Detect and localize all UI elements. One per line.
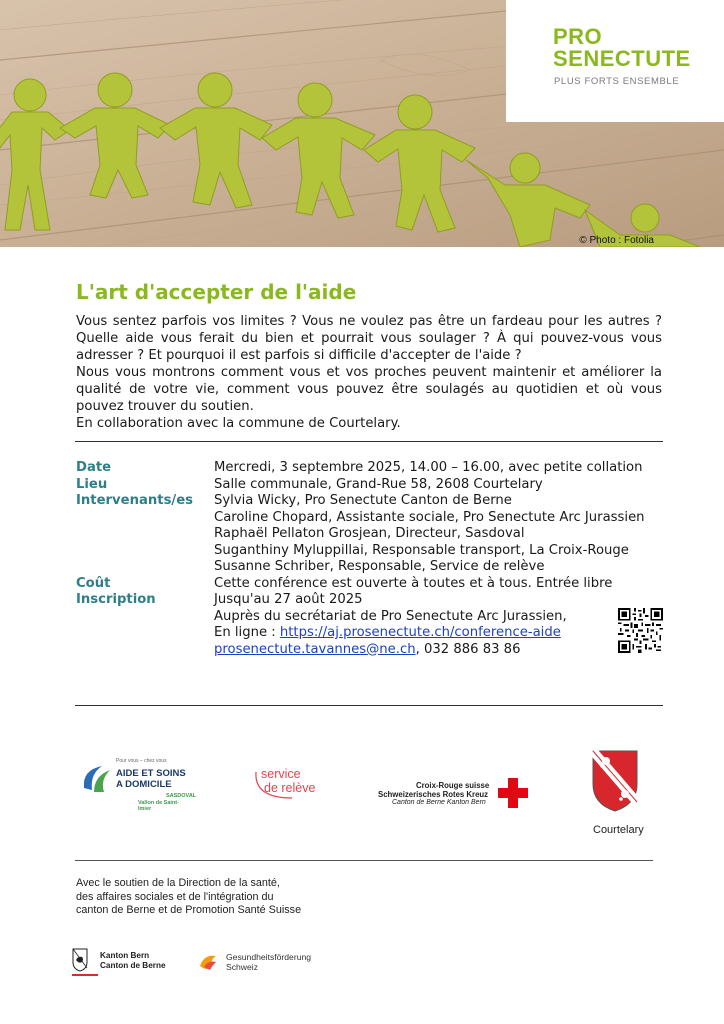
inscription-deadline: Jusqu'au 27 août 2025 bbox=[214, 592, 363, 607]
intervenant-3: Raphaël Pellaton Grosjean, Directeur, Sasdoval bbox=[214, 526, 525, 541]
photo-credit: © Photo : Fotolia bbox=[579, 235, 654, 246]
label-spacer bbox=[76, 510, 214, 527]
email-link[interactable]: prosenectute.tavannes@ne.ch bbox=[214, 641, 416, 657]
date-row bbox=[76, 460, 666, 477]
pro-senectute-logo bbox=[506, 0, 724, 122]
logo-text-pro: PRO bbox=[553, 24, 603, 49]
croix-rouge-line1: Croix-Rouge suisse bbox=[416, 781, 490, 790]
kanton-line1: Kanton Bern bbox=[100, 951, 150, 960]
croix-rouge-logo bbox=[376, 778, 536, 812]
support-line: canton de Berne et de Promotion Santé Suisse bbox=[76, 904, 302, 916]
divider-bottom bbox=[75, 860, 653, 861]
cout-row bbox=[76, 576, 666, 593]
intervenant-row bbox=[76, 526, 666, 543]
kanton-bern-logo bbox=[72, 946, 182, 978]
label-spacer bbox=[76, 625, 214, 642]
registration-link[interactable]: https://aj.prosenectute.ch/conference-aide bbox=[279, 625, 561, 640]
online-row bbox=[76, 625, 666, 642]
online-prefix: En ligne : bbox=[214, 625, 280, 640]
contact-row bbox=[76, 642, 666, 659]
intervenant-row bbox=[76, 543, 666, 560]
courtelary-caption: Courtelary bbox=[593, 824, 644, 836]
logo-tagline: PLUS FORTS ENSEMBLE bbox=[554, 76, 680, 87]
date-value: Mercredi, 3 septembre 2025, 14.00 – 16.00, avec petite collation bbox=[214, 460, 643, 475]
intervenants-row bbox=[76, 493, 666, 510]
label-spacer bbox=[76, 609, 214, 626]
intervenant-5: Susanne Schriber, Responsable, Service de relève bbox=[214, 559, 545, 574]
inscription-secretariat: Auprès du secrétariat de Pro Senectute Arc Jurassien, bbox=[214, 608, 567, 624]
cout-label: Coût bbox=[76, 575, 111, 591]
contact-line bbox=[214, 642, 666, 659]
intro-paragraph: Nous vous montrons comment vous et vos proches peuvent maintenir et améliorer la qualité de votre vie, comment vous pouvez être soulagés au quotidien et où vous pouvez trouver du soutien. bbox=[76, 365, 662, 414]
inscription-row bbox=[76, 592, 666, 609]
releve-line1: service bbox=[261, 767, 301, 781]
gf-flame-icon bbox=[196, 950, 222, 976]
logo-text-senectute: SENECTUTE bbox=[553, 46, 691, 71]
divider-top bbox=[75, 441, 663, 442]
kanton-red-bar bbox=[72, 974, 98, 976]
page-title: L'art d'accepter de l'aide bbox=[76, 280, 357, 304]
inscription-label: Inscription bbox=[76, 592, 156, 607]
service-de-releve-logo bbox=[252, 762, 332, 802]
support-line: Avec le soutien de la Direction de la santé, bbox=[76, 877, 280, 889]
kanton-line2: Canton de Berne bbox=[100, 961, 166, 970]
courtelary-shield-icon bbox=[592, 750, 638, 812]
support-line: des affaires sociales et de l'intégration du bbox=[76, 890, 274, 903]
inscription-row bbox=[76, 609, 666, 626]
intervenant-row bbox=[76, 510, 666, 527]
gesundheitsfoerderung-logo bbox=[196, 946, 326, 978]
aide-small-text: Pour vous – chez vous bbox=[116, 758, 167, 764]
aide-title-line1: AIDE ET SOINS bbox=[116, 768, 186, 779]
phone-number: , 032 886 83 86 bbox=[415, 641, 521, 657]
croix-rouge-line2: Schweizerisches Rotes Kreuz bbox=[378, 790, 489, 799]
lieu-value: Salle communale, Grand-Rue 58, 2608 Courtelary bbox=[214, 476, 543, 492]
lieu-row bbox=[76, 477, 666, 494]
intervenants-label: Intervenants/es bbox=[76, 493, 194, 508]
aide-swoosh-icon bbox=[80, 762, 114, 796]
label-spacer bbox=[76, 559, 214, 576]
intervenant-row bbox=[76, 559, 666, 576]
courtelary-coat-of-arms bbox=[590, 750, 654, 840]
croix-rouge-line3: Canton de Berne Kanton Bern bbox=[392, 799, 486, 806]
label-spacer bbox=[76, 642, 214, 659]
aide-sub-line2: Vallon de Saint-Imier bbox=[138, 800, 179, 812]
cout-value: Cette conférence est ouverte à toutes et à tous. Entrée libre bbox=[214, 575, 613, 591]
intro-text bbox=[76, 313, 662, 432]
date-label: Date bbox=[76, 460, 112, 475]
intervenant-4: Suganthiny Myluppillai, Responsable transport, La Croix-Rouge bbox=[214, 542, 629, 558]
gf-line2: Schweiz bbox=[226, 962, 258, 972]
online-line bbox=[214, 625, 666, 642]
hero-photo bbox=[0, 0, 724, 247]
support-text bbox=[76, 877, 301, 918]
event-details bbox=[76, 460, 666, 658]
red-cross-icon bbox=[498, 778, 528, 808]
intervenant-1: Sylvia Wicky, Pro Senectute Canton de Berne bbox=[214, 493, 512, 508]
divider-middle bbox=[75, 705, 663, 706]
label-spacer bbox=[76, 526, 214, 543]
intro-paragraph: En collaboration avec la commune de Courtelary. bbox=[76, 416, 401, 431]
lieu-label: Lieu bbox=[76, 476, 108, 492]
label-spacer bbox=[76, 543, 214, 560]
releve-line2: de relève bbox=[264, 781, 316, 795]
gf-line1: Gesundheitsförderung bbox=[226, 952, 312, 962]
aide-et-soins-logo bbox=[80, 758, 197, 812]
intervenant-2: Caroline Chopard, Assistante sociale, Pro Senectute Arc Jurassien bbox=[214, 509, 645, 525]
intro-paragraph: Vous sentez parfois vos limites ? Vous ne voulez pas être un fardeau pour les autres ? Quelle aide vous ferait du bien et pourrait vous soulager ? À qui pouvez-vous vous adresser ? Et pourquoi il est parfois si difficile d'accepter de l'aide ? bbox=[76, 314, 662, 363]
aide-sub-line1: SASDOVAL bbox=[166, 793, 197, 799]
qr-code-icon bbox=[618, 608, 663, 653]
bern-bear-shield-icon bbox=[72, 948, 88, 972]
aide-title-line2: A DOMICILE bbox=[116, 779, 172, 790]
